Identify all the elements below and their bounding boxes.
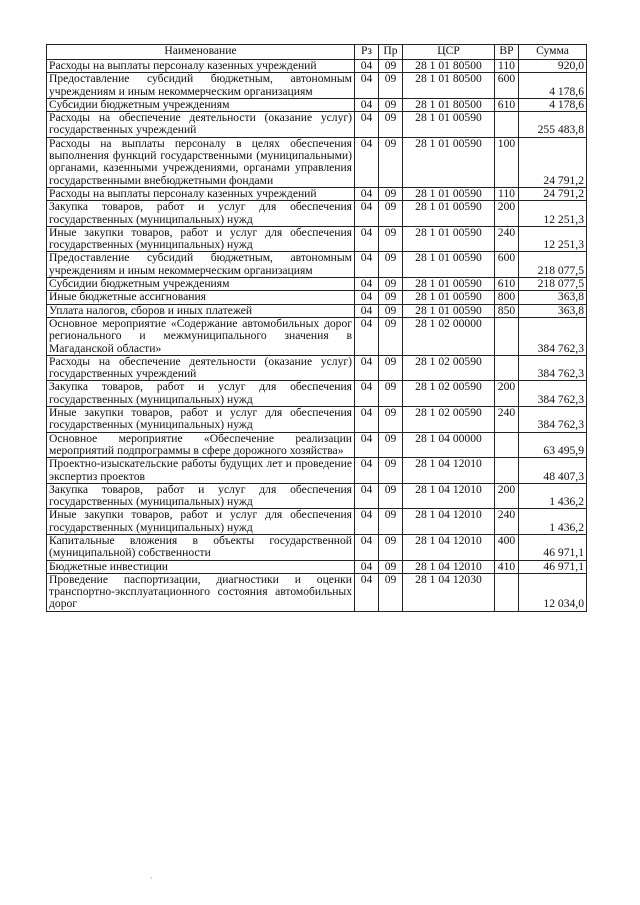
row-pr: 09: [379, 407, 403, 433]
row-pr: 09: [379, 137, 403, 187]
table-header-row: [47, 45, 587, 60]
row-sum: 384 762,3: [519, 355, 587, 381]
row-rz: 04: [355, 73, 379, 99]
row-name: Расходы на выплаты персоналу казенных учреждений: [47, 187, 355, 200]
row-rz: 04: [355, 60, 379, 73]
row-name: Бюджетные инвестиции: [47, 560, 355, 573]
table-row: [47, 407, 587, 433]
row-name: Расходы на обеспечение деятельности (оказание услуг) государственных учреждений: [47, 112, 355, 138]
row-pr: 09: [379, 226, 403, 252]
row-name: Проведение паспортизации, диагностики и оценки транспортно-эксплуатационного состояния автомобильных дорог: [47, 573, 355, 611]
row-csr: 28 1 04 00000: [403, 432, 495, 458]
row-csr: 28 1 04 12010: [403, 458, 495, 484]
row-vr: 600: [495, 252, 519, 278]
table-row: [47, 534, 587, 560]
table-row: [47, 317, 587, 355]
row-name: Закупка товаров, работ и услуг для обеспечения государственных (муниципальных) нужд: [47, 201, 355, 227]
table-row: [47, 73, 587, 99]
row-vr: [495, 432, 519, 458]
row-pr: 09: [379, 112, 403, 138]
header-rz: Рз: [355, 45, 379, 60]
row-rz: 04: [355, 112, 379, 138]
row-rz: 04: [355, 573, 379, 611]
row-name: Закупка товаров, работ и услуг для обеспечения государственных (муниципальных) нужд: [47, 381, 355, 407]
row-rz: 04: [355, 98, 379, 111]
row-sum: 1 436,2: [519, 509, 587, 535]
row-vr: 610: [495, 278, 519, 291]
row-vr: 240: [495, 226, 519, 252]
row-vr: 610: [495, 98, 519, 111]
row-csr: 28 1 01 00590: [403, 252, 495, 278]
row-rz: 04: [355, 381, 379, 407]
row-pr: 09: [379, 60, 403, 73]
row-pr: 09: [379, 73, 403, 99]
row-name: Иные закупки товаров, работ и услуг для обеспечения государственных (муниципальных) нужд: [47, 407, 355, 433]
header-vr: ВР: [495, 45, 519, 60]
header-name: Наименование: [47, 45, 355, 60]
row-pr: 09: [379, 187, 403, 200]
row-pr: 09: [379, 381, 403, 407]
table-row: [47, 201, 587, 227]
table-row: [47, 278, 587, 291]
row-csr: 28 1 01 00590: [403, 291, 495, 304]
row-sum: 46 971,1: [519, 560, 587, 573]
row-csr: 28 1 02 00590: [403, 381, 495, 407]
row-name: Проектно-изыскательские работы будущих лет и проведение экспертиз проектов: [47, 458, 355, 484]
row-name: Капитальные вложения в объекты государственной (муниципальной) собственности: [47, 534, 355, 560]
row-name: Предоставление субсидий бюджетным, автономным учреждениям и иным некоммерческим организациям: [47, 73, 355, 99]
row-rz: 04: [355, 534, 379, 560]
row-sum: 363,8: [519, 304, 587, 317]
row-csr: 28 1 01 80500: [403, 73, 495, 99]
budget-table-page: [46, 44, 586, 612]
row-rz: 04: [355, 137, 379, 187]
table-row: [47, 252, 587, 278]
row-csr: 28 1 02 00590: [403, 407, 495, 433]
row-csr: 28 1 01 80500: [403, 98, 495, 111]
row-csr: 28 1 01 00590: [403, 226, 495, 252]
header-csr: ЦСР: [403, 45, 495, 60]
row-pr: 09: [379, 304, 403, 317]
row-vr: 200: [495, 201, 519, 227]
row-csr: 28 1 04 12010: [403, 534, 495, 560]
row-sum: 384 762,3: [519, 381, 587, 407]
row-csr: 28 1 04 12030: [403, 573, 495, 611]
table-row: [47, 509, 587, 535]
row-sum: 218 077,5: [519, 278, 587, 291]
row-vr: [495, 355, 519, 381]
table-row: [47, 560, 587, 573]
row-pr: 09: [379, 573, 403, 611]
row-csr: 28 1 01 00590: [403, 112, 495, 138]
row-vr: 600: [495, 73, 519, 99]
row-rz: 04: [355, 304, 379, 317]
header-sum: Сумма: [519, 45, 587, 60]
row-csr: 28 1 01 00590: [403, 187, 495, 200]
table-row: [47, 355, 587, 381]
row-csr: 28 1 04 12010: [403, 483, 495, 509]
row-vr: [495, 458, 519, 484]
row-name: Субсидии бюджетным учреждениям: [47, 98, 355, 111]
row-sum: 384 762,3: [519, 407, 587, 433]
row-name: Субсидии бюджетным учреждениям: [47, 278, 355, 291]
row-sum: 24 791,2: [519, 137, 587, 187]
row-rz: 04: [355, 226, 379, 252]
row-rz: 04: [355, 252, 379, 278]
row-sum: 12 251,3: [519, 226, 587, 252]
row-pr: 09: [379, 317, 403, 355]
row-name: Основное мероприятие «Содержание автомобильных дорог регионального и межмуниципального значения в Магаданской области»: [47, 317, 355, 355]
table-row: [47, 98, 587, 111]
row-rz: 04: [355, 509, 379, 535]
row-rz: 04: [355, 560, 379, 573]
row-rz: 04: [355, 278, 379, 291]
row-rz: 04: [355, 407, 379, 433]
row-csr: 28 1 02 00590: [403, 355, 495, 381]
row-vr: 400: [495, 534, 519, 560]
row-sum: 920,0: [519, 60, 587, 73]
row-vr: 410: [495, 560, 519, 573]
row-sum: 218 077,5: [519, 252, 587, 278]
row-csr: 28 1 04 12010: [403, 509, 495, 535]
row-sum: 255 483,8: [519, 112, 587, 138]
row-pr: 09: [379, 432, 403, 458]
row-pr: 09: [379, 278, 403, 291]
scan-speck: ·: [150, 874, 153, 883]
row-vr: [495, 112, 519, 138]
row-sum: 384 762,3: [519, 317, 587, 355]
row-sum: 48 407,3: [519, 458, 587, 484]
row-vr: [495, 317, 519, 355]
row-rz: 04: [355, 201, 379, 227]
row-csr: 28 1 04 12010: [403, 560, 495, 573]
row-name: Расходы на выплаты персоналу в целях обеспечения выполнения функций государственными (муниципальными) органами, казенными учреждениями, органами управления государственными внебюджетными фондами: [47, 137, 355, 187]
row-rz: 04: [355, 483, 379, 509]
row-rz: 04: [355, 432, 379, 458]
budget-table: [46, 44, 587, 612]
row-name: Расходы на обеспечение деятельности (оказание услуг) государственных учреждений: [47, 355, 355, 381]
row-name: Закупка товаров, работ и услуг для обеспечения государственных (муниципальных) нужд: [47, 483, 355, 509]
header-pr: Пр: [379, 45, 403, 60]
table-row: [47, 381, 587, 407]
table-row: [47, 112, 587, 138]
row-vr: 200: [495, 381, 519, 407]
table-row: [47, 187, 587, 200]
row-rz: 04: [355, 291, 379, 304]
row-csr: 28 1 01 00590: [403, 278, 495, 291]
row-vr: 800: [495, 291, 519, 304]
row-sum: 4 178,6: [519, 98, 587, 111]
table-row: [47, 226, 587, 252]
row-csr: 28 1 01 80500: [403, 60, 495, 73]
row-rz: 04: [355, 317, 379, 355]
row-sum: 12 251,3: [519, 201, 587, 227]
row-sum: 12 034,0: [519, 573, 587, 611]
row-rz: 04: [355, 458, 379, 484]
row-pr: 09: [379, 534, 403, 560]
table-row: [47, 60, 587, 73]
row-pr: 09: [379, 458, 403, 484]
row-rz: 04: [355, 187, 379, 200]
row-pr: 09: [379, 483, 403, 509]
row-pr: 09: [379, 201, 403, 227]
row-csr: 28 1 02 00000: [403, 317, 495, 355]
row-name: Иные закупки товаров, работ и услуг для обеспечения государственных (муниципальных) нужд: [47, 226, 355, 252]
row-vr: [495, 573, 519, 611]
row-vr: 100: [495, 137, 519, 187]
row-pr: 09: [379, 509, 403, 535]
row-name: Иные бюджетные ассигнования: [47, 291, 355, 304]
row-sum: 363,8: [519, 291, 587, 304]
table-row: [47, 137, 587, 187]
row-sum: 46 971,1: [519, 534, 587, 560]
row-csr: 28 1 01 00590: [403, 137, 495, 187]
row-vr: 240: [495, 407, 519, 433]
row-vr: 110: [495, 187, 519, 200]
row-name: Основное мероприятие «Обеспечение реализации мероприятий подпрограммы в сфере дорожного хозяйства»: [47, 432, 355, 458]
row-name: Иные закупки товаров, работ и услуг для обеспечения государственных (муниципальных) нужд: [47, 509, 355, 535]
row-rz: 04: [355, 355, 379, 381]
row-vr: 850: [495, 304, 519, 317]
row-pr: 09: [379, 252, 403, 278]
row-pr: 09: [379, 291, 403, 304]
row-name: Уплата налогов, сборов и иных платежей: [47, 304, 355, 317]
table-row: [47, 573, 587, 611]
row-vr: 110: [495, 60, 519, 73]
row-pr: 09: [379, 355, 403, 381]
row-sum: 63 495,9: [519, 432, 587, 458]
row-csr: 28 1 01 00590: [403, 201, 495, 227]
row-sum: 4 178,6: [519, 73, 587, 99]
row-pr: 09: [379, 560, 403, 573]
table-row: [47, 291, 587, 304]
row-vr: 240: [495, 509, 519, 535]
table-body: [47, 60, 587, 612]
row-sum: 1 436,2: [519, 483, 587, 509]
table-row: [47, 432, 587, 458]
row-vr: 200: [495, 483, 519, 509]
table-row: [47, 483, 587, 509]
row-name: Расходы на выплаты персоналу казенных учреждений: [47, 60, 355, 73]
row-csr: 28 1 01 00590: [403, 304, 495, 317]
row-sum: 24 791,2: [519, 187, 587, 200]
table-row: [47, 458, 587, 484]
row-pr: 09: [379, 98, 403, 111]
row-name: Предоставление субсидий бюджетным, автономным учреждениям и иным некоммерческим организациям: [47, 252, 355, 278]
table-row: [47, 304, 587, 317]
